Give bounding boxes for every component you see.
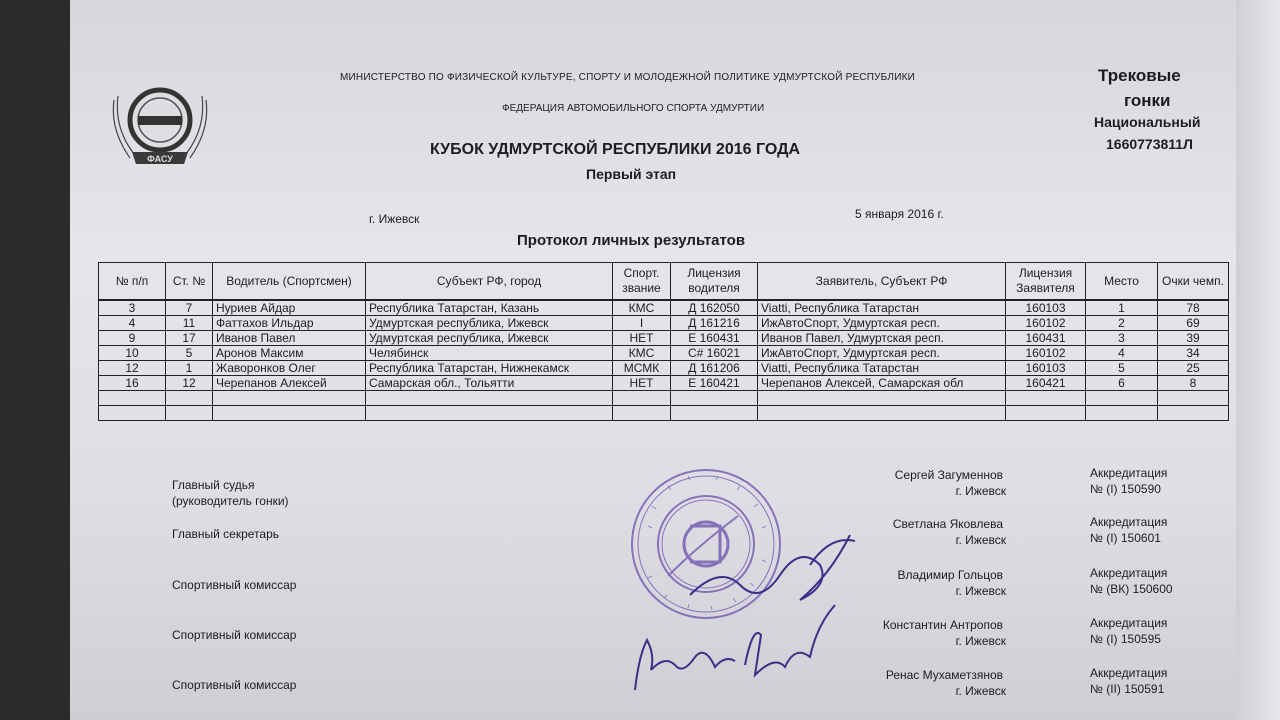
event-stage: Первый этап <box>586 166 677 182</box>
table-cell: Удмуртская республика, Ижевск <box>366 316 613 331</box>
table-cell <box>99 406 166 421</box>
table-cell: 69 <box>1158 316 1229 331</box>
table-cell <box>1158 391 1229 406</box>
table-cell: Д 161206 <box>671 361 758 376</box>
accreditation-number: № (I) 150595 <box>1090 632 1161 646</box>
table-cell: Viatti, Республика Татарстан <box>758 361 1006 376</box>
table-cell: 6 <box>1086 376 1158 391</box>
accreditation-label: Аккредитация <box>1090 515 1168 529</box>
table-cell: 8 <box>1158 376 1229 391</box>
table-cell: 12 <box>166 376 213 391</box>
table-cell: Д 161216 <box>671 316 758 331</box>
table-cell: НЕТ <box>613 376 671 391</box>
table-cell: 78 <box>1158 300 1229 316</box>
table-row <box>99 331 1229 346</box>
table-cell: Челябинск <box>366 346 613 361</box>
col-header: Очки чемп. <box>1158 263 1229 301</box>
table-cell: КМС <box>613 300 671 316</box>
results-table <box>98 262 1229 421</box>
discipline-line1: Трековые <box>1098 66 1181 85</box>
accreditation-number: № (I) 150590 <box>1090 482 1161 496</box>
official-name: Константин Антропов <box>882 618 1003 632</box>
table-cell: Иванов Павел <box>213 331 366 346</box>
table-cell <box>1006 406 1086 421</box>
col-header: № п/п <box>99 263 166 301</box>
fasu-logo <box>108 80 212 172</box>
table-cell <box>1086 391 1158 406</box>
protocol-title: Протокол личных результатов <box>517 232 746 249</box>
table-cell: 17 <box>166 331 213 346</box>
event-code: 1660773811Л <box>1106 136 1193 152</box>
table-cell: С# 16021 <box>671 346 758 361</box>
event-date: 5 января 2016 г. <box>855 207 944 221</box>
table-cell: Фаттахов Ильдар <box>213 316 366 331</box>
table-row <box>99 316 1229 331</box>
table-cell: 16 <box>99 376 166 391</box>
table-cell <box>166 406 213 421</box>
table-cell: 5 <box>1086 361 1158 376</box>
table-cell: 4 <box>1086 346 1158 361</box>
table-cell <box>758 391 1006 406</box>
table-cell: 39 <box>1158 331 1229 346</box>
table-cell <box>213 391 366 406</box>
table-cell <box>1086 406 1158 421</box>
official-city: г. Ижевск <box>955 684 1006 698</box>
table-cell: Д 162050 <box>671 300 758 316</box>
table-cell: 5 <box>166 346 213 361</box>
table-row <box>99 391 1229 406</box>
table-cell: 4 <box>99 316 166 331</box>
table-row <box>99 300 1229 316</box>
table-row <box>99 376 1229 391</box>
official-role: Главный судья <box>172 478 255 492</box>
table-cell: 1 <box>1086 300 1158 316</box>
table-cell <box>671 391 758 406</box>
table-cell: 160431 <box>1006 331 1086 346</box>
table-cell: Нуриев Айдар <box>213 300 366 316</box>
table-cell: Е 160421 <box>671 376 758 391</box>
table-cell: 10 <box>99 346 166 361</box>
table-cell <box>166 391 213 406</box>
federation-name: ФЕДЕРАЦИЯ АВТОМОБИЛЬНОГО СПОРТА УДМУРТИИ <box>502 103 765 114</box>
table-cell: Viatti, Республика Татарстан <box>758 300 1006 316</box>
official-name: Сергей Загуменнов <box>894 468 1003 482</box>
table-cell: 160103 <box>1006 361 1086 376</box>
accreditation-number: № (I) 150601 <box>1090 531 1161 545</box>
col-header: Субъект РФ, город <box>366 263 613 301</box>
status-level: Национальный <box>1094 114 1201 130</box>
table-cell: НЕТ <box>613 331 671 346</box>
table-cell <box>1158 406 1229 421</box>
table-header-row <box>99 263 1229 301</box>
table-cell <box>613 406 671 421</box>
official-name: Владимир Гольцов <box>897 568 1003 582</box>
col-header: Лицензия Заявителя <box>1006 263 1086 301</box>
table-cell: ИжАвтоСпорт, Удмуртская респ. <box>758 346 1006 361</box>
table-cell <box>758 406 1006 421</box>
table-cell <box>366 391 613 406</box>
official-city: г. Ижевск <box>955 533 1006 547</box>
table-cell: ИжАвтоСпорт, Удмуртская респ. <box>758 316 1006 331</box>
table-row <box>99 361 1229 376</box>
table-cell <box>99 391 166 406</box>
table-cell: Жаворонков Олег <box>213 361 366 376</box>
col-header: Заявитель, Субъект РФ <box>758 263 1006 301</box>
table-cell: Республика Татарстан, Нижнекамск <box>366 361 613 376</box>
official-name: Светлана Яковлева <box>892 517 1003 531</box>
accreditation-label: Аккредитация <box>1090 466 1168 480</box>
table-cell: МСМК <box>613 361 671 376</box>
event-city: г. Ижевск <box>369 212 420 226</box>
table-cell: 160103 <box>1006 300 1086 316</box>
official-role-note: (руководитель гонки) <box>172 494 289 508</box>
table-cell: 3 <box>1086 331 1158 346</box>
table-cell: Республика Татарстан, Казань <box>366 300 613 316</box>
table-cell: 2 <box>1086 316 1158 331</box>
accreditation-label: Аккредитация <box>1090 616 1168 630</box>
signature-commissar <box>625 595 855 705</box>
event-title: КУБОК УДМУРТСКОЙ РЕСПУБЛИКИ 2016 ГОДА <box>430 141 801 158</box>
table-cell: 11 <box>166 316 213 331</box>
table-row <box>99 346 1229 361</box>
table-cell <box>671 406 758 421</box>
official-role: Спортивный комиссар <box>172 678 297 692</box>
table-cell <box>1006 391 1086 406</box>
table-cell: Удмуртская республика, Ижевск <box>366 331 613 346</box>
col-header: Лицензия водителя <box>671 263 758 301</box>
page-edge <box>1236 0 1280 720</box>
table-cell: 9 <box>99 331 166 346</box>
table-cell: I <box>613 316 671 331</box>
accreditation-number: № (ВК) 150600 <box>1090 582 1173 596</box>
table-cell: Аронов Максим <box>213 346 366 361</box>
table-cell <box>613 391 671 406</box>
table-cell: Черепанов Алексей, Самарская обл <box>758 376 1006 391</box>
table-cell: 34 <box>1158 346 1229 361</box>
table-cell: 3 <box>99 300 166 316</box>
col-header: Место <box>1086 263 1158 301</box>
accreditation-label: Аккредитация <box>1090 566 1168 580</box>
official-city: г. Ижевск <box>955 584 1006 598</box>
table-cell: 160102 <box>1006 346 1086 361</box>
table-cell <box>366 406 613 421</box>
table-cell: 12 <box>99 361 166 376</box>
discipline-line2: гонки <box>1124 91 1171 110</box>
official-city: г. Ижевск <box>955 484 1006 498</box>
table-cell: Е 160431 <box>671 331 758 346</box>
table-cell <box>213 406 366 421</box>
official-role: Спортивный комиссар <box>172 578 297 592</box>
accreditation-label: Аккредитация <box>1090 666 1168 680</box>
table-cell: 1 <box>166 361 213 376</box>
official-name: Ренас Мухаметзянов <box>885 668 1003 682</box>
table-cell: 7 <box>166 300 213 316</box>
col-header: Ст. № <box>166 263 213 301</box>
table-cell: 160102 <box>1006 316 1086 331</box>
table-row <box>99 406 1229 421</box>
ministry-name: МИНИСТЕРСТВО ПО ФИЗИЧЕСКОЙ КУЛЬТУРЕ, СПОРТУ И МОЛОДЕЖНОЙ ПОЛИТИКЕ УДМУРТСКОЙ РЕСПУБЛИКИ <box>340 72 915 83</box>
col-header: Спорт. звание <box>613 263 671 301</box>
official-role: Спортивный комиссар <box>172 628 297 642</box>
official-role: Главный секретарь <box>172 527 279 541</box>
table-cell: КМС <box>613 346 671 361</box>
logo-text: ФАСУ <box>147 154 173 164</box>
accreditation-number: № (II) 150591 <box>1090 682 1165 696</box>
table-cell: 160421 <box>1006 376 1086 391</box>
table-cell: Самарская обл., Тольятти <box>366 376 613 391</box>
col-header: Водитель (Спортсмен) <box>213 263 366 301</box>
table-cell: Черепанов Алексей <box>213 376 366 391</box>
table-cell: Иванов Павел, Удмуртская респ. <box>758 331 1006 346</box>
table-cell: 25 <box>1158 361 1229 376</box>
official-city: г. Ижевск <box>955 634 1006 648</box>
